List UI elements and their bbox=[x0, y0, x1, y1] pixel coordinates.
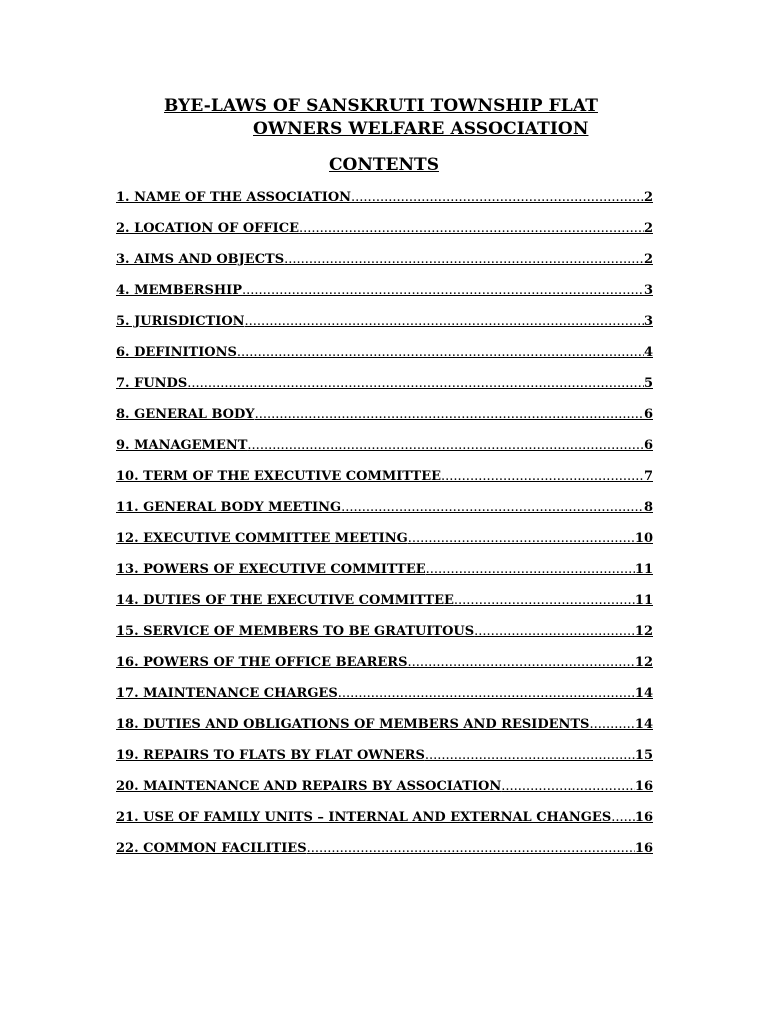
toc-entry[interactable] bbox=[116, 283, 653, 314]
toc-entry-page-number: 2 bbox=[643, 190, 653, 205]
toc-entry-label: 6. DEFINITIONS bbox=[116, 345, 237, 360]
toc-entry-label: 3. AIMS AND OBJECTS bbox=[116, 252, 285, 267]
toc-entry-label: 14. DUTIES OF THE EXECUTIVE COMMITTEE bbox=[116, 593, 454, 608]
toc-entry[interactable] bbox=[116, 469, 653, 500]
toc-entry[interactable] bbox=[116, 500, 653, 531]
toc-entry-label: 10. TERM OF THE EXECUTIVE COMMITTEE bbox=[116, 469, 442, 484]
toc-dot-leader bbox=[425, 748, 635, 763]
toc-dot-leader bbox=[454, 593, 635, 608]
toc-entry-page-number: 8 bbox=[643, 500, 653, 515]
table-of-contents bbox=[116, 190, 653, 872]
toc-entry-label: 20. MAINTENANCE AND REPAIRS BY ASSOCIATION bbox=[116, 779, 502, 794]
toc-dot-leader bbox=[341, 500, 644, 515]
toc-dot-leader bbox=[245, 314, 644, 329]
toc-dot-leader bbox=[501, 779, 635, 794]
toc-entry[interactable] bbox=[116, 686, 653, 717]
toc-entry[interactable] bbox=[116, 252, 653, 283]
toc-entry-page-number: 16 bbox=[634, 841, 653, 856]
toc-entry[interactable] bbox=[116, 531, 653, 562]
toc-dot-leader bbox=[237, 345, 644, 360]
toc-entry-label: 9. MANAGEMENT bbox=[116, 438, 248, 453]
toc-entry-label: 5. JURISDICTION bbox=[116, 314, 245, 329]
toc-entry-label: 8. GENERAL BODY bbox=[116, 407, 255, 422]
toc-dot-leader bbox=[247, 438, 644, 453]
toc-dot-leader bbox=[284, 252, 644, 267]
toc-entry[interactable] bbox=[116, 562, 653, 593]
toc-entry[interactable] bbox=[116, 779, 653, 810]
toc-entry-label: 16. POWERS OF THE OFFICE BEARERS bbox=[116, 655, 408, 670]
toc-entry-label: 22. COMMON FACILITIES bbox=[116, 841, 307, 856]
toc-dot-leader bbox=[351, 190, 644, 205]
toc-entry[interactable] bbox=[116, 593, 653, 624]
toc-entry[interactable] bbox=[116, 407, 653, 438]
toc-entry-page-number: 12 bbox=[634, 624, 653, 639]
toc-dot-leader bbox=[255, 407, 644, 422]
toc-entry-page-number: 16 bbox=[634, 810, 653, 825]
toc-entry[interactable] bbox=[116, 717, 653, 748]
toc-entry[interactable] bbox=[116, 345, 653, 376]
toc-dot-leader bbox=[307, 841, 635, 856]
toc-entry-page-number: 16 bbox=[634, 779, 653, 794]
toc-dot-leader bbox=[474, 624, 635, 639]
toc-entry-page-number: 3 bbox=[643, 283, 653, 298]
toc-entry[interactable] bbox=[116, 624, 653, 655]
toc-entry[interactable] bbox=[116, 438, 653, 469]
toc-dot-leader bbox=[338, 686, 635, 701]
toc-dot-leader bbox=[611, 810, 635, 825]
toc-entry[interactable] bbox=[116, 314, 653, 345]
toc-entry[interactable] bbox=[116, 655, 653, 686]
toc-entry-page-number: 3 bbox=[643, 314, 653, 329]
toc-entry-label: 21. USE OF FAMILY UNITS – INTERNAL AND EXTERNAL CHANGES bbox=[116, 810, 612, 825]
toc-entry-label: 19. REPAIRS TO FLATS BY FLAT OWNERS bbox=[116, 748, 425, 763]
toc-entry-page-number: 2 bbox=[643, 221, 653, 236]
toc-entry-page-number: 11 bbox=[634, 593, 653, 608]
toc-entry-page-number: 10 bbox=[634, 531, 653, 546]
toc-entry[interactable] bbox=[116, 748, 653, 779]
toc-entry[interactable] bbox=[116, 810, 653, 841]
toc-entry[interactable] bbox=[116, 221, 653, 252]
toc-entry-label: 4. MEMBERSHIP bbox=[116, 283, 243, 298]
toc-dot-leader bbox=[242, 283, 644, 298]
toc-entry-label: 18. DUTIES AND OBLIGATIONS OF MEMBERS AND RESIDENTS bbox=[116, 717, 590, 732]
toc-entry-label: 15. SERVICE OF MEMBERS TO BE GRATUITOUS bbox=[116, 624, 475, 639]
toc-entry-page-number: 15 bbox=[634, 748, 653, 763]
toc-entry-label: 2. LOCATION OF OFFICE bbox=[116, 221, 299, 236]
toc-entry-page-number: 14 bbox=[634, 717, 653, 732]
toc-entry-label: 1. NAME OF THE ASSOCIATION bbox=[116, 190, 352, 205]
toc-dot-leader bbox=[407, 655, 634, 670]
toc-dot-leader bbox=[589, 717, 634, 732]
toc-entry-label: 17. MAINTENANCE CHARGES bbox=[116, 686, 338, 701]
toc-entry[interactable] bbox=[116, 376, 653, 407]
toc-entry-page-number: 5 bbox=[643, 376, 653, 391]
toc-dot-leader bbox=[426, 562, 635, 577]
toc-entry-label: 13. POWERS OF EXECUTIVE COMMITTEE bbox=[116, 562, 426, 577]
toc-entry-page-number: 2 bbox=[643, 252, 653, 267]
toc-entry-page-number: 14 bbox=[634, 686, 653, 701]
toc-entry[interactable] bbox=[116, 190, 653, 221]
toc-entry-page-number: 4 bbox=[643, 345, 653, 360]
toc-dot-leader bbox=[187, 376, 644, 391]
toc-dot-leader bbox=[299, 221, 644, 236]
toc-entry-page-number: 6 bbox=[643, 438, 653, 453]
toc-entry-page-number: 7 bbox=[643, 469, 653, 484]
toc-dot-leader bbox=[441, 469, 644, 484]
toc-entry-label: 11. GENERAL BODY MEETING bbox=[116, 500, 342, 515]
toc-entry-label: 12. EXECUTIVE COMMITTEE MEETING bbox=[116, 531, 408, 546]
toc-entry[interactable] bbox=[116, 841, 653, 872]
toc-entry-page-number: 6 bbox=[643, 407, 653, 422]
document-title-line-1: BYE-LAWS OF SANSKRUTI TOWNSHIP FLAT bbox=[164, 96, 598, 116]
toc-entry-page-number: 12 bbox=[634, 655, 653, 670]
toc-dot-leader bbox=[408, 531, 635, 546]
contents-heading: CONTENTS bbox=[329, 155, 439, 175]
toc-entry-label: 7. FUNDS bbox=[116, 376, 188, 391]
document-title-line-2: OWNERS WELFARE ASSOCIATION bbox=[253, 119, 589, 139]
toc-entry-page-number: 11 bbox=[634, 562, 653, 577]
